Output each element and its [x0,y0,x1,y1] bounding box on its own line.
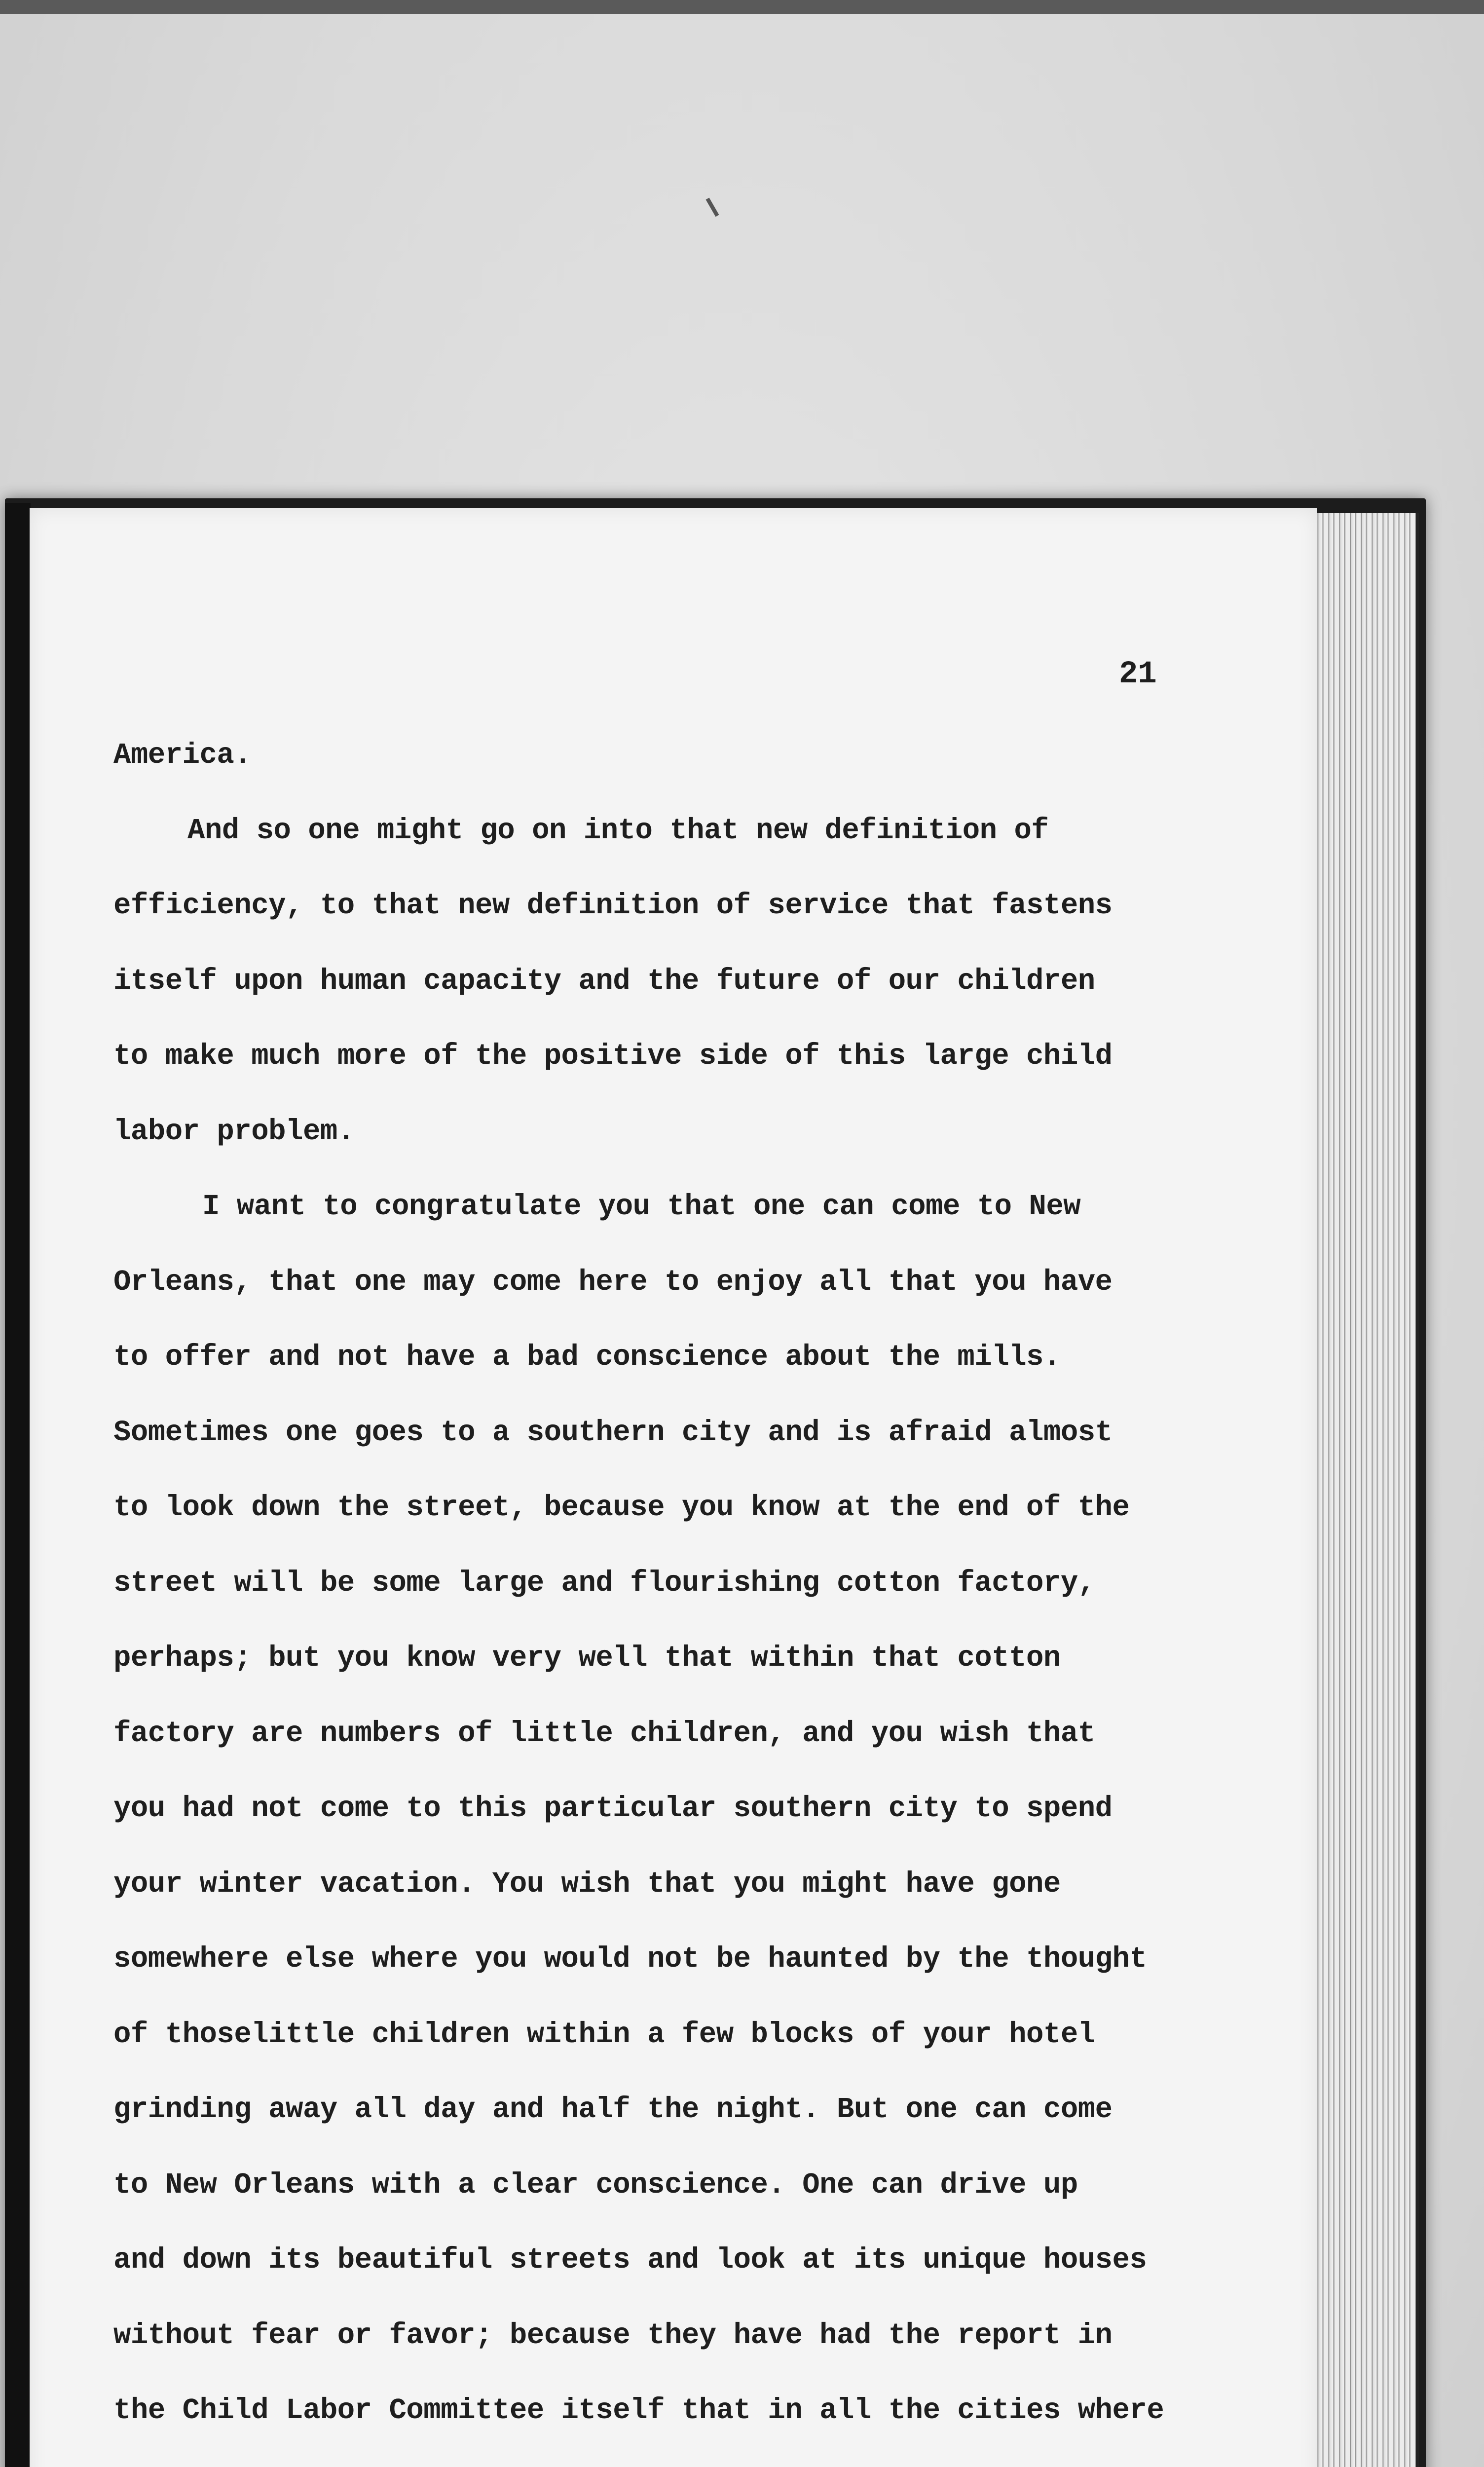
book-spine [5,503,31,2467]
text-line: grinding away all day and half the night. But one can come [113,2093,1113,2126]
text-line: your winter vacation. You wish that you might have gone [113,1867,1061,1901]
text-line: labor problem. [113,1115,355,1148]
text-line: And so one might go on into that new definition of [187,814,1049,847]
text-line: somewhere else where you would not be haunted by the thought [113,1943,1147,1976]
text-line: to offer and not have a bad conscience about the mills. [113,1341,1061,1374]
page-edges [1302,513,1419,2467]
text-line: to New Orleans with a clear conscience. One can drive up [113,2168,1078,2202]
text-line: America. [113,739,252,772]
text-line: to look down the street, because you know at the end of the [113,1491,1130,1524]
text-line: efficiency, to that new definition of service that fastens [113,889,1113,922]
body-text [113,718,1258,2467]
text-line: factory are numbers of little children, and you wish that [113,1717,1095,1750]
text-line: itself upon human capacity and the future of our children [113,964,1095,998]
text-line [113,2449,1258,2467]
text-line: street will be some large and flourishing cotton factory, [113,1566,1095,1600]
text-line: I want to congratulate you that one can come to New [202,1190,1081,1223]
text-line: without fear or favor; because they have had the report in [113,2318,1113,2352]
text-line: and down its beautiful streets and look at its unique houses [113,2243,1147,2277]
page-number: 21 [1119,657,1157,692]
text-line: to make much more of the positive side of this large child [113,1040,1113,1073]
text-line: you had not come to this particular southern city to spend [113,1792,1113,1825]
scanner-top-edge [0,0,1484,14]
text-line: of thoselittle children within a few blocks of your hotel [113,2018,1095,2051]
text-line: perhaps; but you know very well that within that cotton [113,1642,1061,1675]
text-line: the Child Labor Committee itself that in all the cities where [113,2394,1164,2427]
text-line: Sometimes one goes to a southern city and is afraid almost [113,1416,1113,1449]
text-line: Orleans, that one may come here to enjoy all that you have [113,1265,1113,1299]
